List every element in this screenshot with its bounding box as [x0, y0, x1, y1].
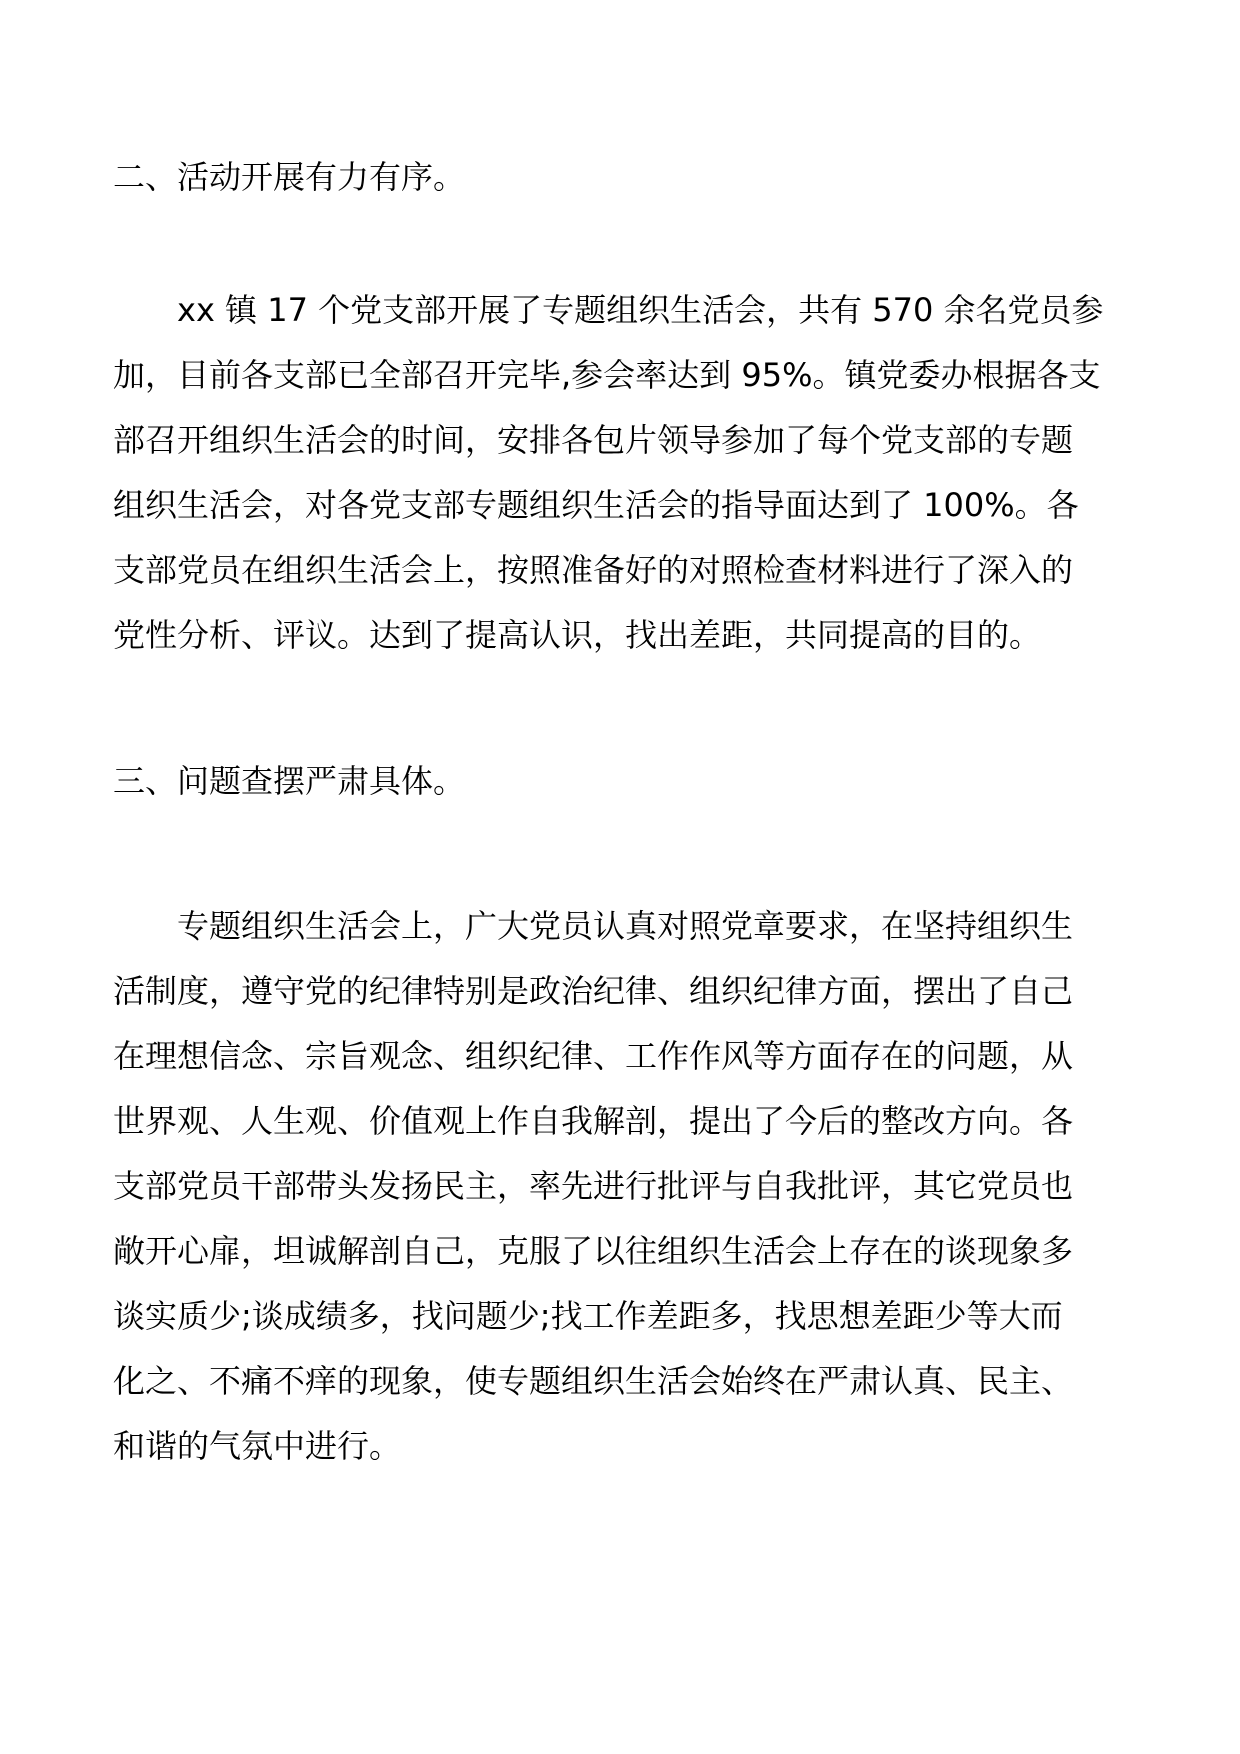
paragraph-problems: [113, 894, 1133, 1479]
paragraph-line: 支部党员在组织生活会上，按照准备好的对照检查材料进行了深入的: [113, 551, 1074, 589]
paragraph-line: 活制度，遵守党的纪律特别是政治纪律、组织纪律方面，摆出了自己: [113, 972, 1074, 1010]
paragraph-line: 支部党员干部带头发扬民主，率先进行批评与自我批评，其它党员也: [113, 1167, 1074, 1205]
paragraph-line: 部召开组织生活会的时间，安排各包片领导参加了每个党支部的专题: [113, 421, 1074, 459]
paragraph-line: 谈实质少;谈成绩多，找问题少;找工作差距多，找思想差距少等大而: [113, 1297, 1063, 1335]
paragraph-line: 加，目前各支部已全部召开完毕,参会率达到 95%。镇党委办根据各支: [113, 356, 1101, 394]
section-heading-problems: 三、问题查摆严肃具体。: [113, 762, 466, 800]
paragraph-line: 和谐的气氛中进行。: [113, 1427, 402, 1465]
paragraph-line: 世界观、人生观、价值观上作自我解剖，提出了今后的整改方向。各: [113, 1102, 1074, 1140]
paragraph-line: xx 镇 17 个党支部开展了专题组织生活会，共有 570 余名党员参: [177, 291, 1104, 329]
paragraph-line: 组织生活会，对各党支部专题组织生活会的指导面达到了 100%。各: [113, 486, 1079, 524]
paragraph-line: 在理想信念、宗旨观念、组织纪律、工作作风等方面存在的问题，从: [113, 1037, 1074, 1075]
paragraph-activities: [113, 278, 1133, 668]
paragraph-line: 化之、不痛不痒的现象，使专题组织生活会始终在严肃认真、民主、: [113, 1362, 1074, 1400]
paragraph-line: 敞开心扉，坦诚解剖自己，克服了以往组织生活会上存在的谈现象多: [113, 1232, 1074, 1270]
paragraph-line: 专题组织生活会上，广大党员认真对照党章要求，在坚持组织生: [177, 907, 1074, 945]
section-heading-activities: 二、活动开展有力有序。: [113, 158, 466, 196]
paragraph-line: 党性分析、评议。达到了提高认识，找出差距，共同提高的目的。: [113, 616, 1042, 654]
